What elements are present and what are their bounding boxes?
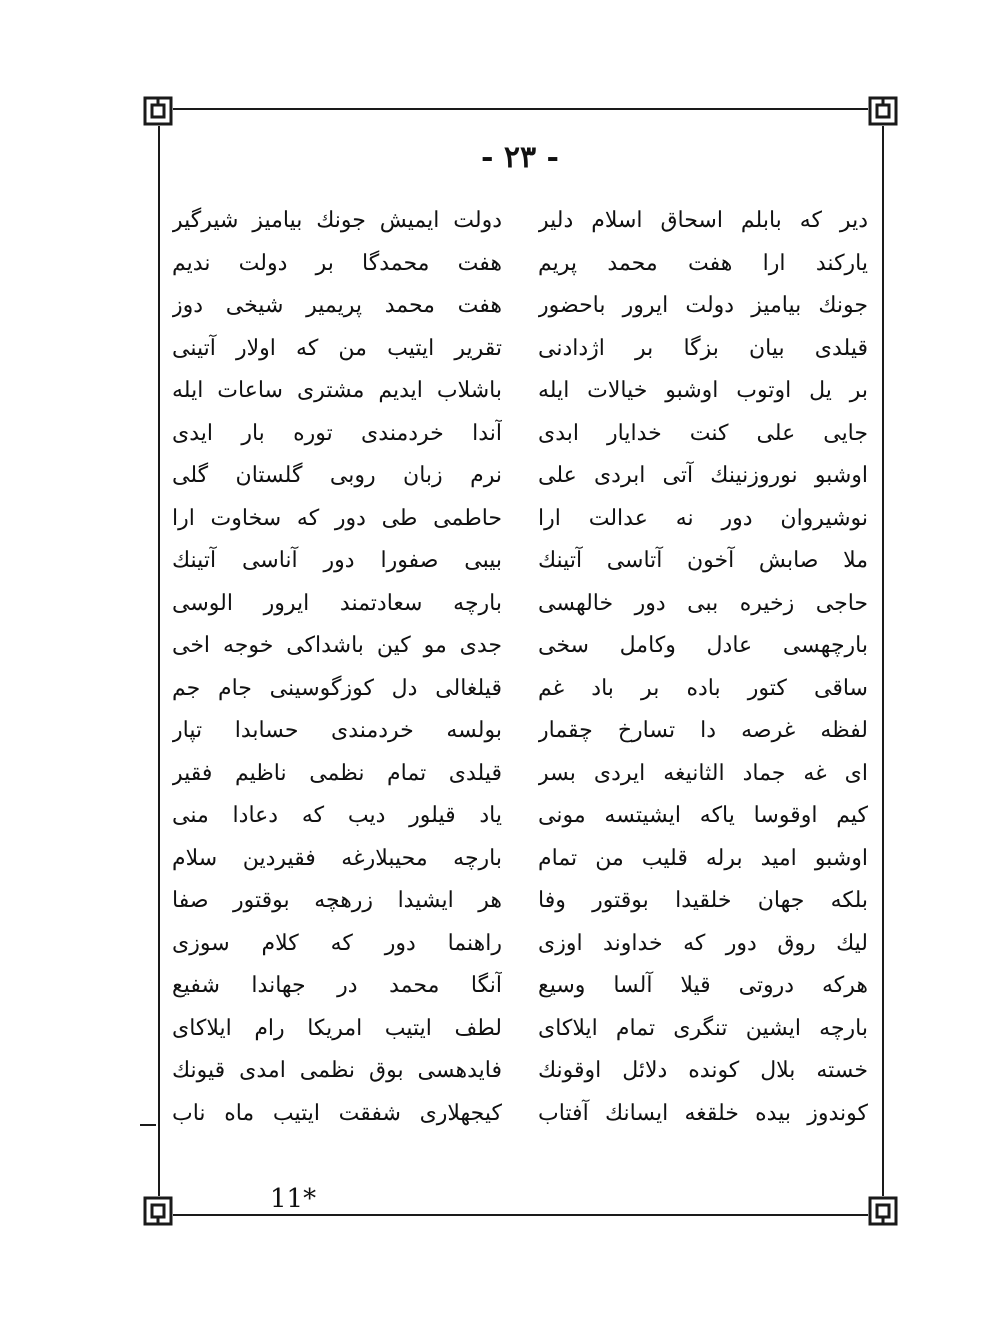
- verse-line: هفت محمدگا بر دولت ندیم: [172, 250, 502, 276]
- verse-line: حاجی زخیره ببی دور خالهسی: [538, 590, 868, 616]
- verse-line: یارکند ارا هفت محمد پریم: [538, 250, 868, 276]
- verse-line: قیلدی تمام نظمی ناظیم فقیر: [172, 760, 502, 786]
- verse-line: اوشبو امید برله قلیب من تمام: [538, 845, 868, 871]
- verse-line: حاطمی طی دور که سخاوت ارا: [172, 505, 502, 531]
- verse-line: یاد قیلور دیب که دعادا منی: [172, 803, 502, 828]
- verse-line: قیلدی بیان بزگا بر اژدادنی: [538, 335, 868, 361]
- verse-line: بر یل اوتوب اوشبو خیالات ایله: [538, 378, 868, 403]
- verse-line: بیبی صفورا دور آناسی آتینك: [172, 548, 502, 573]
- verse-line: نرم زبان روبی گلستان گلی: [172, 463, 502, 488]
- verse-line: جدی مو کین باشداکی خوجه اخی: [172, 633, 502, 658]
- verse-line: خسته بلال کونده دلائل اوقونك: [538, 1058, 868, 1083]
- verse-line: جایی علی کنت خدایار ابدی: [538, 420, 868, 446]
- verse-line: ای غه جماد الثانیغه ایردی بسر: [538, 760, 868, 786]
- verse-line: بلکه جهان خلقیدا بوقتور وفا: [538, 888, 868, 913]
- poem-columns: [172, 200, 868, 1190]
- verse-line: کوندوز بیده خلقغه ایسانك آفتاب: [538, 1100, 868, 1126]
- verse-line: کیم اوقوسا یاکه ایشیتسه مونی: [538, 803, 868, 828]
- verse-line: لیك روق دور که خداوند اوزی: [538, 930, 868, 956]
- verse-line: لطف ایتیب امریکا رام ایلاکای: [172, 1015, 502, 1041]
- verse-line: هر ایشیدا زرهچه بوقتور صفا: [172, 888, 502, 913]
- verse-line: هفت محمد پریمیر شیخی دوز: [172, 293, 502, 318]
- corner-ornament-icon: [143, 1196, 173, 1226]
- margin-mark: [140, 1124, 156, 1126]
- verse-line: کیجهلاری شفقت ایتیب ماه ناب: [172, 1100, 502, 1126]
- signature-mark: 11*: [270, 1184, 317, 1214]
- verse-line: بارچه محیبلارغه فقیردین سلام: [172, 845, 502, 871]
- corner-ornament-icon: [868, 96, 898, 126]
- verse-line: بارچه ایشین تنگری تمام ایلاکای: [538, 1015, 868, 1041]
- verse-line: قیلغالی دل کوزگوسینی جام جم: [172, 675, 502, 701]
- verse-line: هرکه دروتی قیلا آلسا وسیع: [538, 973, 868, 998]
- verse-line: اوشبو نوروزنینك آتی ابردی علی: [538, 463, 868, 488]
- verse-line: آندا خردمندی توره بار ایدی: [172, 420, 502, 446]
- verse-line: آنگا محمد در جهاندا شفیع: [172, 973, 502, 998]
- poem-column-right: [538, 200, 868, 1190]
- verse-line: بارچهسی عادل وکامل سخی: [538, 633, 868, 658]
- verse-line: ملا صابش آخون آتاسی آتینك: [538, 548, 868, 573]
- verse-line: بولسه خردمندی حسابدا تپار: [172, 718, 502, 743]
- verse-line: ساقی کتور باده بر باد غم: [538, 675, 868, 701]
- verse-line: باشلاب ایدیم مشتری ساعات ایله: [172, 378, 502, 403]
- verse-line: راهنما دور که کلام سوزی: [172, 930, 502, 956]
- verse-line: دیر که بابلم اسحاق اسلام دلیر: [538, 208, 868, 233]
- verse-line: جونك بیامیز دولت ایرور باحضور: [538, 293, 868, 318]
- verse-line: فایدهسی بوق نظمی امدی قیونك: [172, 1058, 502, 1083]
- page-number: - ۲۳ -: [480, 140, 560, 175]
- poem-column-left: [172, 200, 502, 1190]
- corner-ornament-icon: [143, 96, 173, 126]
- verse-line: بارچه سعادتمند ایرور الوسی: [172, 590, 502, 616]
- corner-ornament-icon: [868, 1196, 898, 1226]
- verse-line: لفظه غرصه دا تسارخ چقمار: [538, 718, 868, 743]
- verse-line: تقریر ایتیب من که اولار آتینی: [172, 335, 502, 361]
- verse-line: دولت ایمیش جونك بیامیز شیرگیر: [172, 208, 502, 233]
- verse-line: نوشیروان دور نه عدالت ارا: [538, 505, 868, 531]
